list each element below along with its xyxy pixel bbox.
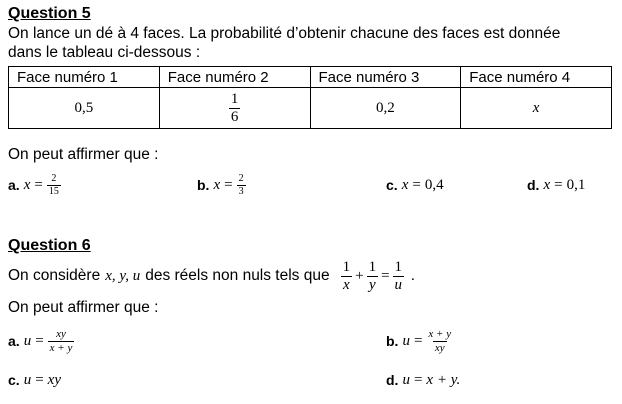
question-6-prompt: On peut affirmer que : xyxy=(8,299,159,316)
fraction-denominator: 3 xyxy=(238,185,244,197)
option-equals: = xyxy=(412,176,421,193)
option-equals: = xyxy=(34,176,43,193)
question-5-title: Question 5 xyxy=(8,5,91,22)
option-equals: = xyxy=(413,332,423,349)
fraction-numerator: 1 xyxy=(394,258,403,275)
table-header-face4: Face numéro 4 xyxy=(461,67,612,88)
option-fraction xyxy=(237,174,246,197)
option-value: 0,4 xyxy=(424,176,444,193)
option-fraction xyxy=(48,329,75,354)
option-fraction xyxy=(47,174,61,197)
fraction-numerator: 1 xyxy=(230,90,239,107)
intro-text: On considère xyxy=(8,267,101,284)
question-6-title: Question 6 xyxy=(8,237,91,254)
fraction-denominator: x + y xyxy=(49,341,73,354)
q5-option-d[interactable] xyxy=(527,172,585,198)
option-label: c. xyxy=(8,372,20,388)
q6-option-a[interactable] xyxy=(8,326,74,356)
fraction-1-over-y xyxy=(367,260,379,293)
question-6-intro xyxy=(8,256,415,296)
option-equals: = xyxy=(35,371,44,388)
table-cell-face2 xyxy=(159,88,310,129)
fraction-numerator: 1 xyxy=(342,258,351,275)
table-cell-face1: 0,5 xyxy=(9,88,160,129)
option-var: x xyxy=(213,176,221,193)
fraction-one-sixth xyxy=(229,92,241,125)
fraction-denominator: u xyxy=(394,276,403,293)
q5-option-a[interactable] xyxy=(8,172,61,198)
option-equals: = xyxy=(413,371,423,388)
option-label: a. xyxy=(8,333,20,349)
option-label: b. xyxy=(197,177,210,193)
option-fraction xyxy=(426,329,453,354)
option-label: d. xyxy=(527,177,540,193)
fraction-numerator: 2 xyxy=(51,172,57,184)
option-var: x xyxy=(23,176,31,193)
fraction-numerator: x + y xyxy=(428,327,452,340)
question-5-intro-line2: dans le tableau ci-dessous : xyxy=(8,44,201,61)
table-header-face2: Face numéro 2 xyxy=(159,67,310,88)
intro-vars: x, y, u xyxy=(105,267,141,284)
fraction-denominator: 6 xyxy=(230,108,239,125)
option-value: 0,1 xyxy=(566,176,586,193)
option-value: xy xyxy=(47,371,61,388)
fraction-numerator: 1 xyxy=(368,258,377,275)
q6-option-d[interactable] xyxy=(386,368,460,392)
option-var: x xyxy=(543,176,551,193)
option-label: b. xyxy=(386,333,399,349)
fraction-denominator: x xyxy=(343,276,350,293)
fraction-denominator: 15 xyxy=(48,185,59,197)
fraction-numerator: 2 xyxy=(238,172,244,184)
option-var: u xyxy=(23,371,32,388)
intro-text2: des réels non nuls tels que xyxy=(145,267,330,284)
equation-period: . xyxy=(411,267,415,284)
equation xyxy=(341,260,415,293)
option-label: a. xyxy=(8,177,20,193)
fraction-1-over-x xyxy=(341,260,353,293)
table-cell-face3: 0,2 xyxy=(310,88,461,129)
table-header-row xyxy=(9,67,612,88)
option-equals: = xyxy=(224,176,233,193)
table-cell-face4: x xyxy=(461,88,612,129)
q6-option-c[interactable] xyxy=(8,368,61,392)
option-var: u xyxy=(402,371,410,388)
question-5-prompt: On peut affirmer que : xyxy=(8,146,159,163)
option-value: x + y. xyxy=(426,371,461,388)
option-equals: = xyxy=(35,332,44,349)
table-header-face1: Face numéro 1 xyxy=(9,67,160,88)
option-var: x xyxy=(401,176,409,193)
probability-table xyxy=(8,66,612,129)
option-var: u xyxy=(402,332,410,349)
plus-sign: + xyxy=(355,267,364,284)
option-equals: = xyxy=(554,176,563,193)
option-label: d. xyxy=(386,372,399,388)
fraction-denominator: xy xyxy=(434,341,445,354)
question-5-intro-line1: On lance un dé à 4 faces. La probabilité d’obtenir chacune des faces est donnée xyxy=(8,25,561,42)
equals-sign: = xyxy=(381,267,390,284)
table-value-row xyxy=(9,88,612,129)
q6-option-b[interactable] xyxy=(386,326,453,356)
option-label: c. xyxy=(386,177,398,193)
fraction-denominator: y xyxy=(368,276,376,293)
table-header-face3: Face numéro 3 xyxy=(310,67,461,88)
q5-option-b[interactable] xyxy=(197,172,246,198)
fraction-numerator: xy xyxy=(56,327,66,340)
fraction-1-over-u xyxy=(393,260,405,293)
q5-option-c[interactable] xyxy=(386,172,444,198)
option-var: u xyxy=(23,332,32,349)
